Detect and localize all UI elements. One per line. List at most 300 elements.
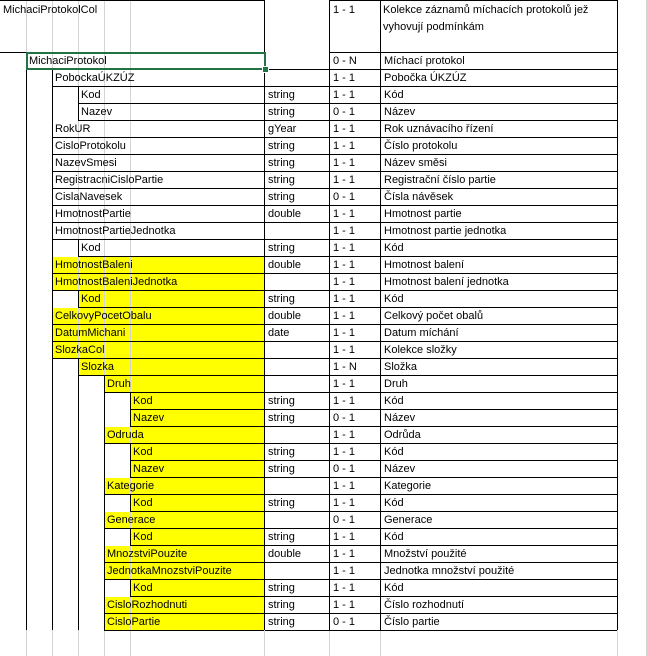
element-name-cell[interactable]	[104, 562, 264, 579]
element-type-cell[interactable]	[265, 188, 329, 205]
element-name: Nazev	[81, 106, 113, 118]
element-name: HmotnostPartieJednotka	[55, 225, 176, 237]
element-description-cell[interactable]	[381, 86, 617, 103]
element-name: RokUR	[55, 123, 91, 135]
element-name: CisloRozhodnuti	[107, 599, 188, 611]
element-type-cell[interactable]	[265, 324, 329, 341]
element-description: Celkový počet obalů	[384, 310, 484, 322]
element-cardinality-cell[interactable]	[330, 528, 380, 545]
element-type-cell[interactable]	[265, 307, 329, 324]
cell-border	[26, 188, 27, 205]
element-description-cell[interactable]	[381, 494, 617, 511]
header-description-cell[interactable]	[381, 0, 617, 52]
element-cardinality-cell[interactable]	[330, 171, 380, 188]
element-name-cell[interactable]	[52, 307, 264, 324]
element-cardinality-cell[interactable]	[330, 613, 380, 630]
element-description-cell[interactable]	[381, 324, 617, 341]
element-cardinality-cell[interactable]	[330, 103, 380, 120]
element-description: Název	[384, 463, 416, 475]
element-description-cell[interactable]	[381, 460, 617, 477]
cell-border	[104, 630, 264, 631]
cell-border	[78, 494, 79, 511]
element-name-cell[interactable]	[130, 494, 264, 511]
element-description: Množství použité	[384, 548, 467, 560]
element-type: double	[268, 208, 302, 220]
element-cardinality: 1 - 1	[333, 531, 356, 543]
element-description-cell[interactable]	[381, 69, 617, 86]
element-name-cell[interactable]	[78, 86, 264, 103]
element-cardinality-cell[interactable]	[330, 205, 380, 222]
element-type-cell[interactable]	[265, 154, 329, 171]
element-description: Číslo rozhodnutí	[384, 599, 465, 611]
header-name: MichaciProtokolCol	[3, 4, 98, 16]
cell-border	[26, 137, 27, 154]
cell-border	[52, 86, 53, 103]
element-cardinality: 1 - 1	[333, 429, 356, 441]
element-cardinality: 1 - 1	[333, 480, 356, 492]
element-type-cell[interactable]	[265, 171, 329, 188]
element-type-cell[interactable]	[265, 528, 329, 545]
element-type: string	[268, 463, 295, 475]
element-description-cell[interactable]	[381, 120, 617, 137]
element-type-cell[interactable]	[265, 392, 329, 409]
element-cardinality: 1 - 1	[333, 225, 356, 237]
element-type-cell[interactable]	[265, 494, 329, 511]
element-type-cell[interactable]	[265, 120, 329, 137]
cell-border	[26, 324, 27, 341]
element-name-cell[interactable]	[52, 222, 264, 239]
element-cardinality-cell[interactable]	[330, 443, 380, 460]
cell-border	[617, 0, 618, 630]
element-type-cell[interactable]	[265, 205, 329, 222]
element-cardinality-cell[interactable]	[330, 324, 380, 341]
element-description-cell[interactable]	[381, 137, 617, 154]
element-type: gYear	[268, 123, 297, 135]
element-cardinality-cell[interactable]	[330, 222, 380, 239]
cell-border	[26, 239, 27, 256]
element-name: NazevSmesi	[55, 157, 117, 169]
element-cardinality: 1 - 1	[333, 327, 356, 339]
element-description-cell[interactable]	[381, 375, 617, 392]
cell-border	[104, 392, 105, 409]
element-name-cell[interactable]	[52, 324, 264, 341]
element-type: string	[268, 174, 295, 186]
element-description-cell[interactable]	[381, 290, 617, 307]
element-name: Generace	[107, 514, 156, 526]
element-cardinality-cell[interactable]	[330, 494, 380, 511]
element-description-cell[interactable]	[381, 205, 617, 222]
cell-border	[26, 477, 27, 494]
cell-border	[265, 630, 617, 631]
cell-border	[52, 290, 53, 307]
element-description: Pobočka ÚKZÚZ	[384, 72, 467, 84]
element-cardinality-cell[interactable]	[330, 596, 380, 613]
element-description: Kód	[384, 531, 404, 543]
element-description: Kód	[384, 582, 404, 594]
element-description: Složka	[384, 361, 418, 373]
cell-border	[52, 103, 53, 120]
element-name-cell[interactable]	[52, 341, 264, 358]
cell-border	[104, 494, 105, 511]
element-cardinality-cell[interactable]	[330, 358, 380, 375]
element-description-cell[interactable]	[381, 409, 617, 426]
element-name-cell[interactable]	[78, 358, 264, 375]
element-type: string	[268, 293, 295, 305]
element-description-cell[interactable]	[381, 613, 617, 630]
element-description: Kód	[384, 497, 404, 509]
element-type: double	[268, 548, 302, 560]
element-name: Slozka	[81, 361, 115, 373]
element-description-cell[interactable]	[381, 154, 617, 171]
element-type: string	[268, 395, 295, 407]
element-type: string	[268, 616, 295, 628]
element-description-cell[interactable]	[381, 273, 617, 290]
element-name: RegistracniCisloPartie	[55, 174, 164, 186]
element-name-cell[interactable]	[52, 69, 264, 86]
cell-border	[26, 409, 27, 426]
element-type: string	[268, 497, 295, 509]
element-cardinality: 1 - 1	[333, 599, 356, 611]
element-type-cell[interactable]	[265, 86, 329, 103]
element-description: Kód	[384, 242, 404, 254]
element-name-cell[interactable]	[104, 477, 264, 494]
element-description-cell[interactable]	[381, 222, 617, 239]
element-name-cell[interactable]	[52, 137, 264, 154]
cell-border	[52, 443, 53, 460]
element-name: Kod	[133, 395, 153, 407]
element-cardinality: 1 - 1	[333, 208, 356, 220]
element-cardinality-cell[interactable]	[330, 511, 380, 528]
element-description: Datum míchání	[384, 327, 459, 339]
element-type-cell[interactable]	[265, 596, 329, 613]
element-description-cell[interactable]	[381, 596, 617, 613]
element-type-cell[interactable]	[265, 358, 329, 375]
element-description-cell[interactable]	[381, 171, 617, 188]
element-cardinality: 1 - 1	[333, 157, 356, 169]
element-cardinality: 0 - 1	[333, 191, 356, 203]
element-cardinality-cell[interactable]	[330, 290, 380, 307]
element-type-cell[interactable]	[265, 409, 329, 426]
element-cardinality-cell[interactable]	[330, 409, 380, 426]
element-description-cell[interactable]	[381, 188, 617, 205]
element-name-cell[interactable]	[52, 171, 264, 188]
cell-border	[104, 460, 105, 477]
element-name-cell[interactable]	[104, 613, 264, 630]
selected-cell[interactable]	[26, 52, 266, 70]
element-name-cell[interactable]	[104, 545, 264, 562]
element-cardinality-cell[interactable]	[330, 137, 380, 154]
element-cardinality-cell[interactable]	[330, 375, 380, 392]
element-cardinality-cell[interactable]	[330, 120, 380, 137]
cell-border	[26, 613, 27, 630]
element-cardinality-cell[interactable]	[330, 69, 380, 86]
element-type-cell[interactable]	[265, 69, 329, 86]
element-type-cell[interactable]	[265, 613, 329, 630]
element-description-cell[interactable]	[381, 307, 617, 324]
element-type-cell[interactable]	[265, 239, 329, 256]
element-description: Název směsi	[384, 157, 447, 169]
element-cardinality-cell[interactable]	[330, 460, 380, 477]
cell-border	[78, 477, 79, 494]
element-description: Číslo partie	[384, 616, 440, 628]
element-description: Hmotnost partie	[384, 208, 462, 220]
cell-border	[52, 409, 53, 426]
element-name: HmotnostBaleni	[55, 259, 133, 271]
element-description-cell[interactable]	[381, 103, 617, 120]
element-type: string	[268, 157, 295, 169]
cell-border	[26, 154, 27, 171]
header-description-line1: Kolekce záznamů míchacích protokolů jež	[383, 4, 589, 16]
cell-border	[26, 171, 27, 188]
cell-border	[26, 120, 27, 137]
element-name: MichaciProtokol	[29, 55, 107, 67]
element-cardinality-cell[interactable]	[330, 426, 380, 443]
element-description: Registrační číslo partie	[384, 174, 496, 186]
element-type-cell[interactable]	[265, 579, 329, 596]
element-name-cell[interactable]	[52, 120, 264, 137]
element-name-cell[interactable]	[130, 392, 264, 409]
element-cardinality-cell[interactable]	[330, 256, 380, 273]
cell-border	[104, 443, 105, 460]
element-name-cell[interactable]	[130, 579, 264, 596]
element-name: SlozkaCol	[55, 344, 105, 356]
element-cardinality-cell[interactable]	[330, 86, 380, 103]
element-cardinality: 1 - 1	[333, 174, 356, 186]
element-name-cell[interactable]	[130, 528, 264, 545]
element-name-cell[interactable]	[52, 205, 264, 222]
element-name-cell[interactable]	[130, 460, 264, 477]
element-cardinality-cell[interactable]	[330, 307, 380, 324]
element-description: Kód	[384, 446, 404, 458]
element-cardinality-cell[interactable]	[330, 188, 380, 205]
cell-border	[26, 375, 27, 392]
cell-border	[52, 562, 53, 579]
element-type-cell[interactable]	[265, 137, 329, 154]
element-name: Kod	[81, 242, 101, 254]
cell-border	[52, 596, 53, 613]
element-type-cell[interactable]	[265, 511, 329, 528]
element-type-cell[interactable]	[265, 460, 329, 477]
cell-border	[52, 426, 53, 443]
cell-border	[26, 290, 27, 307]
cell-border	[78, 511, 79, 528]
element-type: string	[268, 89, 295, 101]
header-description-line2: vyhovují podmínkám	[383, 21, 484, 33]
cell-border	[52, 239, 53, 256]
element-cardinality: 0 - 1	[333, 412, 356, 424]
element-name-cell[interactable]	[104, 511, 264, 528]
element-description: Rok uznávacího řízení	[384, 123, 494, 135]
cell-border	[52, 494, 53, 511]
cell-border	[26, 511, 27, 528]
element-description: Název	[384, 106, 416, 118]
element-name-cell[interactable]	[104, 375, 264, 392]
cell-border	[26, 562, 27, 579]
header-cardinality: 1 - 1	[333, 4, 356, 16]
element-name: HmotnostBaleniJednotka	[55, 276, 178, 288]
cell-border	[78, 392, 79, 409]
cell-border	[26, 494, 27, 511]
element-description-cell[interactable]	[381, 358, 617, 375]
element-cardinality: 1 - 1	[333, 565, 356, 577]
element-cardinality: 0 - 1	[333, 616, 356, 628]
element-cardinality: 1 - 1	[333, 344, 356, 356]
element-name: Kod	[133, 531, 153, 543]
element-name: CelkovyPocetObalu	[55, 310, 152, 322]
cell-border	[78, 562, 79, 579]
element-description-cell[interactable]	[381, 341, 617, 358]
element-cardinality: 1 - 1	[333, 242, 356, 254]
element-cardinality: 1 - 1	[333, 123, 356, 135]
cell-border	[26, 222, 27, 239]
element-name: JednotkaMnozstviPouzite	[107, 565, 232, 577]
element-name-cell[interactable]	[130, 443, 264, 460]
header-name-cell[interactable]	[0, 0, 264, 52]
element-type-cell[interactable]	[265, 222, 329, 239]
cell-border	[52, 613, 53, 630]
header-cardinality-cell[interactable]	[330, 0, 380, 52]
cell-border	[52, 477, 53, 494]
element-type-cell[interactable]	[265, 290, 329, 307]
element-cardinality-cell[interactable]	[330, 341, 380, 358]
cell-border	[104, 409, 105, 426]
cell-border	[26, 596, 27, 613]
cell-border	[26, 358, 27, 375]
element-name-cell[interactable]	[52, 188, 264, 205]
element-name: Kod	[133, 582, 153, 594]
fill-handle[interactable]	[262, 66, 269, 73]
element-cardinality: 0 - 1	[333, 463, 356, 475]
element-type-cell[interactable]	[265, 103, 329, 120]
cell-border	[52, 545, 53, 562]
element-description-cell[interactable]	[381, 511, 617, 528]
element-name: Odruda	[107, 429, 144, 441]
element-name: MnozstviPouzite	[107, 548, 188, 560]
cell-border	[104, 579, 105, 596]
element-type: string	[268, 140, 295, 152]
element-cardinality-cell[interactable]	[330, 273, 380, 290]
cell-border	[52, 579, 53, 596]
element-name-cell[interactable]	[104, 426, 264, 443]
element-type-cell[interactable]	[265, 545, 329, 562]
element-name: PobockaÚKZÚZ	[55, 72, 135, 84]
cell-border	[26, 392, 27, 409]
cell-border	[78, 528, 79, 545]
element-cardinality-cell[interactable]	[330, 392, 380, 409]
element-type: date	[268, 327, 290, 339]
element-description: Hmotnost balení jednotka	[384, 276, 509, 288]
element-cardinality-cell[interactable]	[330, 52, 380, 69]
cell-border	[26, 205, 27, 222]
element-description-cell[interactable]	[381, 443, 617, 460]
element-cardinality-cell[interactable]	[330, 579, 380, 596]
element-cardinality-cell[interactable]	[330, 239, 380, 256]
element-type-cell[interactable]	[265, 273, 329, 290]
element-description: Kód	[384, 395, 404, 407]
cell-border	[52, 460, 53, 477]
element-description-cell[interactable]	[381, 392, 617, 409]
element-type: double	[268, 259, 302, 271]
cell-border	[52, 358, 53, 375]
element-description: Generace	[384, 514, 433, 526]
element-description: Název	[384, 412, 416, 424]
element-type-cell[interactable]	[265, 341, 329, 358]
element-cardinality: 1 - 1	[333, 72, 356, 84]
element-description: Míchací protokol	[384, 55, 465, 67]
element-cardinality: 1 - 1	[333, 276, 356, 288]
element-cardinality-cell[interactable]	[330, 562, 380, 579]
element-cardinality-cell[interactable]	[330, 477, 380, 494]
element-description-cell[interactable]	[381, 239, 617, 256]
element-description-cell[interactable]	[381, 52, 617, 69]
element-type: double	[268, 310, 302, 322]
element-name: Kod	[133, 446, 153, 458]
element-cardinality: 1 - 1	[333, 497, 356, 509]
element-description: Jednotka množství použité	[384, 565, 515, 577]
element-type-cell[interactable]	[265, 375, 329, 392]
element-name: HmotnostPartie	[55, 208, 131, 220]
element-cardinality-cell[interactable]	[330, 545, 380, 562]
cell-border	[78, 460, 79, 477]
cell-border	[26, 460, 27, 477]
element-type-cell[interactable]	[265, 477, 329, 494]
element-name-cell[interactable]	[78, 103, 264, 120]
element-cardinality-cell[interactable]	[330, 154, 380, 171]
cell-border	[78, 596, 79, 613]
element-type: string	[268, 191, 295, 203]
element-name-cell[interactable]	[78, 239, 264, 256]
element-description-cell[interactable]	[381, 562, 617, 579]
cell-border	[264, 0, 265, 52]
element-name: Nazev	[133, 412, 165, 424]
element-description-cell[interactable]	[381, 477, 617, 494]
cell-border	[26, 307, 27, 324]
element-cardinality: 1 - 1	[333, 310, 356, 322]
cell-border	[26, 69, 27, 86]
element-name-cell[interactable]	[52, 154, 264, 171]
element-name-cell[interactable]	[104, 596, 264, 613]
element-description-cell[interactable]	[381, 545, 617, 562]
cell-border	[52, 375, 53, 392]
cell-border	[26, 579, 27, 596]
element-description-cell[interactable]	[381, 256, 617, 273]
element-cardinality: 1 - 1	[333, 259, 356, 271]
element-name-cell[interactable]	[130, 409, 264, 426]
element-type-cell[interactable]	[265, 443, 329, 460]
element-cardinality: 0 - 1	[333, 106, 356, 118]
element-name-cell[interactable]	[52, 273, 264, 290]
element-description: Odrůda	[384, 429, 421, 441]
element-cardinality: 1 - 1	[333, 395, 356, 407]
element-description-cell[interactable]	[381, 426, 617, 443]
element-type-cell[interactable]	[265, 52, 329, 69]
element-cardinality: 1 - N	[333, 361, 357, 373]
element-name-cell[interactable]	[78, 290, 264, 307]
cell-border	[26, 545, 27, 562]
element-description-cell[interactable]	[381, 579, 617, 596]
cell-border	[78, 613, 79, 630]
element-cardinality: 1 - 1	[333, 378, 356, 390]
element-type-cell[interactable]	[265, 256, 329, 273]
element-description-cell[interactable]	[381, 528, 617, 545]
cell-border	[52, 511, 53, 528]
element-name-cell[interactable]	[52, 256, 264, 273]
cell-border	[78, 409, 79, 426]
element-type-cell[interactable]	[265, 562, 329, 579]
element-cardinality: 0 - 1	[333, 514, 356, 526]
element-type-cell[interactable]	[265, 426, 329, 443]
element-name: DatumMichani	[55, 327, 126, 339]
